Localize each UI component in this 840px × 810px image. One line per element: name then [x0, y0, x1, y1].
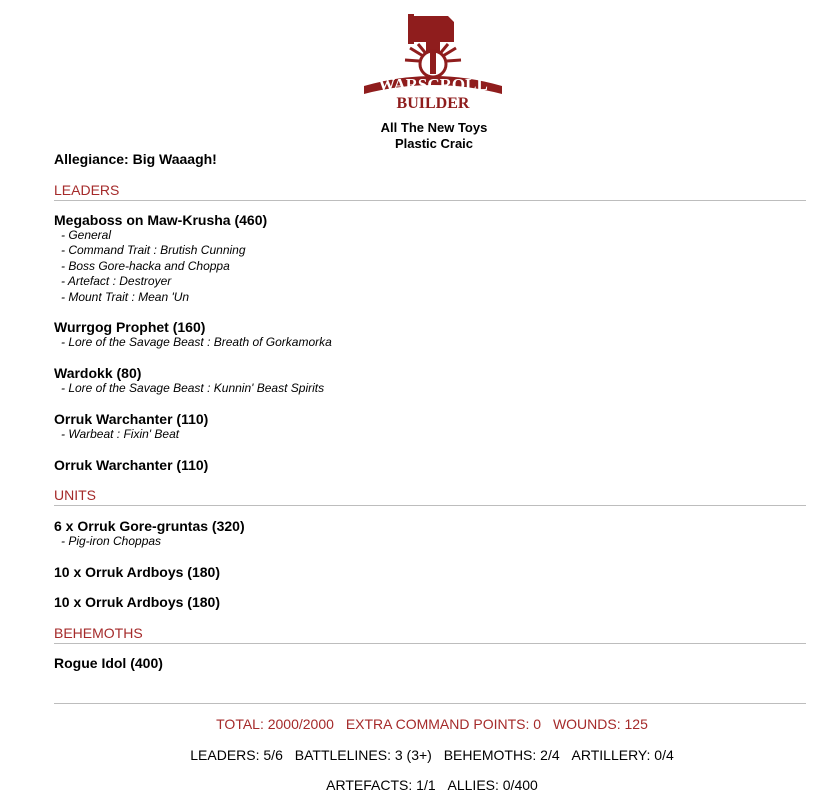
army-subtitle: Plastic Craic: [394, 136, 474, 151]
list-item: [54, 319, 332, 350]
unit-name: 6 x Orruk Gore-gruntas (320): [54, 518, 245, 534]
unit-name: Wardokk (80): [54, 365, 142, 381]
total-points: TOTAL: 2000/2000: [216, 716, 334, 732]
footer-role-counts: [0, 747, 840, 764]
unit-detail: - Lore of the Savage Beast : Kunnin' Beast Spirits: [61, 381, 325, 395]
unit-detail: - Lore of the Savage Beast : Breath of Gorkamorka: [61, 335, 332, 349]
footer-divider: [54, 703, 806, 704]
list-item: [54, 457, 208, 473]
wounds-total: WOUNDS: 125: [552, 716, 648, 732]
unit-name: Orruk Warchanter (110): [54, 411, 209, 427]
unit-name: Rogue Idol (400): [54, 655, 163, 671]
section-heading-leaders: LEADERS: [54, 182, 806, 201]
footer-totals: [0, 716, 840, 733]
list-item: [54, 564, 220, 580]
unit-detail: - Warbeat : Fixin' Beat: [61, 427, 180, 441]
logo-word2: BUILDER: [396, 95, 470, 112]
list-item: [54, 411, 208, 442]
unit-name: Megaboss on Maw-Krusha (460): [54, 212, 268, 228]
unit-detail: - Pig-iron Choppas: [61, 534, 162, 548]
battlelines-count: BATTLELINES: 3 (3+): [294, 747, 432, 763]
allegiance: Allegiance: Big Waaagh!: [54, 151, 217, 167]
behemoths-count: BEHEMOTHS: 2/4: [443, 747, 560, 763]
list-item: [54, 594, 220, 610]
unit-name: Wurrgog Prophet (160): [54, 319, 206, 335]
warscroll-builder-logo: [360, 12, 506, 112]
artillery-count: ARTILLERY: 0/4: [571, 747, 674, 763]
footer-extras: [0, 777, 840, 794]
unit-name: Orruk Warchanter (110): [54, 457, 209, 473]
logo-word1: WARSCROLL: [378, 75, 488, 94]
unit-detail: - General: [61, 228, 112, 242]
unit-detail: - Command Trait : Brutish Cunning: [61, 243, 246, 258]
army-name: All The New Toys: [380, 120, 488, 135]
list-item: [54, 212, 267, 305]
unit-name: 10 x Orruk Ardboys (180): [54, 594, 220, 610]
extra-command-points: EXTRA COMMAND POINTS: 0: [345, 716, 542, 732]
section-heading-behemoths: BEHEMOTHS: [54, 625, 806, 644]
list-item: [54, 365, 324, 396]
unit-detail: - Mount Trait : Mean 'Un: [61, 289, 190, 304]
allies-count: ALLIES: 0/400: [447, 777, 538, 793]
section-heading-units: UNITS: [54, 487, 806, 506]
list-item: [54, 655, 163, 671]
logo-emblem: [360, 12, 506, 112]
list-item: [54, 518, 245, 549]
artefacts-count: ARTEFACTS: 1/1: [326, 777, 436, 793]
unit-detail: - Boss Gore-hacka and Choppa: [61, 258, 230, 273]
unit-name: 10 x Orruk Ardboys (180): [54, 564, 220, 580]
leaders-count: LEADERS: 5/6: [190, 747, 283, 763]
unit-detail: - Artefact : Destroyer: [61, 274, 172, 289]
